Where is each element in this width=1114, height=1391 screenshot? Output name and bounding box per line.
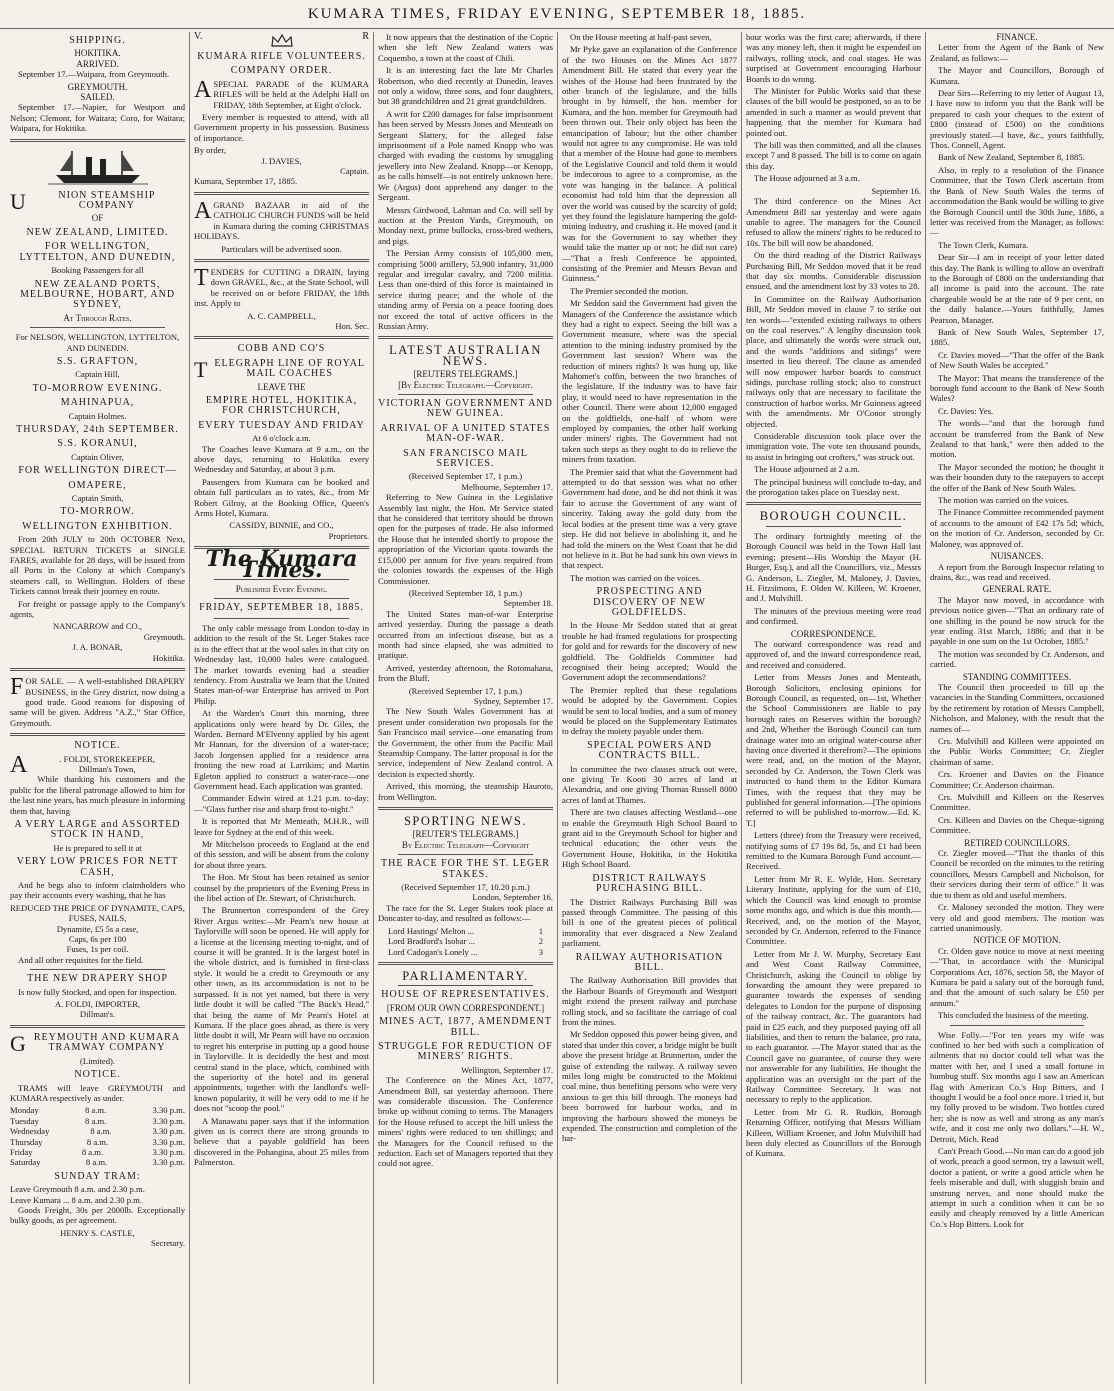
booking-text: Booking Passengers for all — [51, 265, 144, 276]
article-paragraph: Cr. Davies moved—"That the offer of the Bank of New South Wales be accepted." — [930, 349, 1104, 371]
article-paragraph: The Railway Authorisation Bill provides that the Harbour Boards of Greymouth and Westport might extend the present railway and purchase rolling stock, and so facilitate the carriage of coal from the mines. — [562, 975, 737, 1027]
davies-date: Kumara, September 17, 1885. — [194, 176, 298, 187]
castle-role: Secretary. — [150, 1238, 185, 1249]
divider — [30, 969, 165, 970]
article-paragraph: The Town Clerk, Kumara. — [938, 239, 1029, 250]
article-paragraph: Bank of New South Wales, September 17, 1885. — [930, 326, 1104, 348]
parliamentary-heading: PARLIAMENTARY. — [402, 968, 529, 983]
divider — [378, 807, 553, 810]
race-result: Lord Cadogan's Lonely ... 3 — [388, 946, 543, 957]
article-paragraph: The Brunnerton correspondent of the Grey River Argus writes:—Mr Pearn's new house at Taylorville will soon be opened. He will apply for a license at the licensing meeting to-night, and of course it will be granted. It is the largest hotel in the whole district, and is furnished in first-class style. It would be a credit to Greymouth or any other town, as its accommodation is not to be surpassed. It is not yet named, but there is very little doubt it will be called "The Buck's Head," that being the name of Mr Pearn's Hotel at Kumara. If the place goes ahead, as there is very little doubt it will, Mr Pearn will have no occasion to regret his enterprise in putting up a good house in Taylorville. It is decidedly the best and most central stand in the place, which, combined with the superiority of the hotel and its general appointments, together with the landlord's well-known popularity, it will be very odd to me if he does not "scoop the pool." — [194, 905, 369, 1114]
correspondence-heading: CORRESPONDENCE. — [790, 628, 877, 639]
article-paragraph: At the Warden's Court this morning, three applications only were heard by Dr. Giles, the Warden. Bernard M'Elvenny applied by his agent Mr Hannan, for the diversion of a water-race; Jacob Jorgensen applied for a residence area fronting the new road at Larrikins; and Martin Egleton applied to construct a water-race—one Government head. Each application was granted. — [194, 708, 369, 791]
tenders-text: TENDERS for CUTTING a DRAIN, laying down GRAVEL, &c., at the State School, will be received on or before FRIDAY, the 18th inst. Apply to — [194, 264, 369, 309]
standing-committees-heading: STANDING COMMITTEES. — [962, 671, 1072, 682]
article-paragraph: A report from the Borough Inspector relating to drains, &c., was read and received. — [930, 561, 1104, 582]
article-paragraph: In Committee on the Railway Authorisation Bill, Mr Seddon moved in clause 7 to strike out ten words—"extended existing railways to others on the coal reserves." A lengthy discussion took place, and ultimately the words were struck out, and the words "additions and sidings" were inserted in lieu thereof. The clause as amended will now empower harbor boards to construct sidings, purchase rolling stock; also to construct railways only that are necessary to facilitate the construction of harbor works. Mr Guinness agreed with the amendments. Mr O'Conor strongly objected. — [746, 293, 921, 429]
article-paragraph: Also, in reply to a resolution of the Finance Committee, that the Town Clerk ascertain from the Bank of New South Wales the terms of accommodation the Bank would be willing to give the Borough Council until the 30th June, 1886, a letter was received from the Manager, as follows:— — [930, 164, 1104, 238]
article-paragraph: The bill was then committed, and all the clauses except 7 and 8 passed. The bill is to come on again this day. — [746, 140, 922, 171]
bonar-place: Hokitika. — [152, 652, 185, 663]
davies-captain: Captain. — [340, 166, 369, 177]
copyright-line: [By Electric Telegraph.—Copyright. — [398, 379, 533, 390]
coaches-text: The Coaches leave Kumara at 9 a.m., on the above days, returning to Hokitika every Wednesday and Saturday, at about 3 p.m. — [194, 443, 369, 475]
schedule-row: Monday 8 a.m. 3.30 p.m. — [10, 1105, 185, 1116]
low-prices: VERY LOW PRICES FOR NETT CASH, — [16, 856, 179, 878]
parade-text: ASPECIAL PARADE of the KUMARA RIFLES will be held at the Adelphi Hall on FRIDAY, 18th September, at Eight o'clock. — [194, 76, 369, 110]
article-paragraph: The New South Wales Government has at present under consideration two proposals for the San Francisco mail service—one emanating from the Government, the other from the Pacific Mail Steamship Company. The latter proposal is for the service, independent of New Zealand control. A decision is expected shortly. — [378, 706, 553, 779]
article-paragraph: In the House Mr Seddon stated that at great trouble he had framed regulations for prospecting for gold and for rewards for the discovery of new goldfield. The Goldfields Committee had recognised their being accepted; Would the Government adopt the recommendations? — [562, 620, 737, 683]
article-paragraph: The United States man-of-war Enterprise arrived yesterday. During the passage a death occurred from an infectious disease, but as a month had since elapsed, she was admitted to pratique. — [378, 608, 553, 661]
article-paragraph: bour works was the first care; afterwards, if there was any money left, then it might be expended on railways, rolling stock, and coal stages. He was surprised at Government encouraging Harbour Boards to do wrong. — [746, 32, 921, 84]
article-paragraph: Cr. Davies: Yes. — [938, 405, 994, 416]
hon-sec: Hon. Sec. — [335, 320, 369, 331]
article-paragraph: On the House meeting at half-past seven, — [570, 32, 712, 42]
article-paragraph: The motion was carried on the voices. — [570, 572, 702, 583]
empire-hotel: EMPIRE HOTEL, HOKITIKA, FOR CHRISTCHURCH, — [205, 394, 358, 417]
by-order: By order, — [194, 145, 227, 156]
divider — [214, 618, 349, 619]
prepared: He is prepared to sell it at — [53, 842, 142, 853]
foldi-importer: A. FOLDI, IMPORTER, — [54, 999, 141, 1010]
article-paragraph: The Minister for Public Works said that these clauses of the bill would be postponed, so as to be amended in such a manner as would prevent that happening that the member for Kumara had pointed out. — [746, 86, 921, 138]
divider — [950, 1025, 1084, 1026]
special-powers-heading: SPECIAL POWERS AND CONTRACTS BILL. — [587, 739, 712, 762]
article-paragraph: Crs. Killeen and Davies on the Cheque-signing Committee. — [930, 814, 1104, 836]
article-paragraph: Crs. Mulvihill and Killeen on the Reserves Committee. — [930, 792, 1104, 813]
article-paragraph: The motion was carried on the voices. — [938, 495, 1070, 506]
goods-freight: Goods Freight, 30s per 2000lb. Exceptionally bulky goods, as per agreement. — [10, 1204, 185, 1226]
tramway-notice: NOTICE. — [74, 1069, 121, 1081]
article-paragraph: The Council then proceeded to fill up the vacancies in the Standing Committees, occasioned by the retirement by rotation of Messrs Campbell, Nicholson, and Maloney, with the result that the names of— — [930, 681, 1104, 734]
schedule-row: Saturday 8 a.m. 3.30 p.m. — [10, 1157, 185, 1168]
article-paragraph: Messrs Girdwood, Lahman and Co. will sell by auction at the Preston Yards, Greymouth, on Monday next, prime bullocks, cross-bred wethers, and pigs. — [378, 204, 553, 246]
leave-the: LEAVE THE — [257, 381, 306, 392]
divider — [766, 526, 901, 527]
bazaar-text-2: Particulars will be advertised soon. — [221, 243, 342, 254]
divider — [398, 394, 533, 395]
article-paragraph: The Mayor: That means the transference of the borough fund account to the Bank of New South Wales? — [930, 372, 1104, 404]
for-wellington-direct: FOR WELLINGTON DIRECT— — [18, 465, 177, 477]
article-paragraph: It is an interesting fact the late Mr Charles Robertson, who died recently at Dunedin, leaves not only a widow, three sons, and four daughters, but 38 grandchildren and 21 great grandchildren. — [378, 65, 553, 107]
column-2 — [189, 32, 373, 1384]
at-six: At 6 o'clock a.m. — [252, 433, 311, 444]
sunday-tram: SUNDAY TRAM: — [54, 1170, 141, 1182]
article-paragraph: The minutes of the previous meeting were read and confirmed. — [746, 605, 921, 627]
for-nelson: For NELSON, WELLINGTON, LYTTELTON, AND DUNEDIN. — [15, 332, 180, 353]
union-of: OF — [91, 213, 104, 224]
crown-icon — [269, 32, 295, 48]
race-result: Lord Bradford's Isobar ... 2 — [388, 936, 543, 947]
sf-mail-heading: SAN FRANCISCO MAIL SERVICES. — [403, 447, 528, 470]
vr-r: R — [362, 32, 369, 42]
article-paragraph: This concluded the business of the meeting. — [938, 1010, 1089, 1021]
column-3 — [373, 32, 557, 1384]
fuses-price: Fuses, 1s per coil. — [66, 944, 129, 955]
drapery-text: Is now fully Stocked, and open for inspection. — [18, 986, 177, 997]
article-paragraph: Dear Sir—I am in receipt of your letter dated this day. The Bank is willing to allow an overdraft to the Borough of £800 on the understanding that all income is paid into the account. The rate chargeable would be at the rate of 9 per cent, on the daily balance.—Yours faithfully, James Pearson, Manager. — [930, 252, 1104, 325]
received-line: (Received September 17, 10.20 p.m.) — [401, 882, 530, 893]
article-paragraph: The District Railways Purchasing Bill was passed through Committee. The passing of this bill is one of the greatest pieces of political immorality that ever disgraced a New Zealand parliament. — [562, 896, 737, 949]
divider — [194, 192, 369, 195]
dateline: Sydney, September 17. — [473, 695, 553, 706]
through-rates: At Through Rates. — [63, 312, 132, 323]
dateline: Melbourne, September 17. — [461, 481, 553, 492]
article-paragraph: A Manawatu paper says that if the information given us is correct there are strong grounds to believe that a payable goldfield has been discovered in the Pohangina, about 25 miles from Palmerston. — [194, 1115, 369, 1168]
article-paragraph: The outward correspondence was read and approved of, and the inward correspondence read, and received and considered. — [746, 638, 921, 670]
vr-header — [194, 32, 369, 48]
article-paragraph: There are two clauses affecting Westland—one to enable the Greymouth High School Board to grant aid to the Greymouth School for higher and technical education; the other vests the Government House, Hokitika, in the Hokitika High School Board. — [562, 807, 737, 870]
proprietors: Proprietors. — [328, 530, 369, 541]
st-leger-heading: THE RACE FOR THE ST. LEGER STAKES. — [381, 858, 550, 880]
steamship-icon — [48, 147, 148, 187]
cassidy: CASSIDY, BINNIE, and CO., — [229, 520, 334, 531]
article-paragraph: The only cable message from London to-day in addition to the result of the St. Leger Stakes race is to the effect that at the wool sales in that city on Wednesday last, 10,000 bales were catalogued. The market towards evening had a steadier tendency. From Australia we learn that the United States man-of-war Enterprise has arrived in Port Philip. — [194, 622, 369, 706]
article-paragraph: The race for the St. Leger Stakes took place at Doncaster to-day, and resulted as follows:— — [378, 902, 553, 924]
schedule-row: Wednesday 8 a.m. 3.30 p.m. — [10, 1126, 185, 1137]
divider — [194, 336, 369, 339]
tomorrow: TO-MORROW. — [60, 506, 135, 518]
nuisances-heading: NUISANCES. — [990, 551, 1044, 562]
bazaar-text: AGRAND BAZAAR in aid of the CATHOLIC CHURCH FUNDS will be held in Kumara during the coming CHRISTMAS HOLIDAYS. — [194, 197, 369, 242]
article-paragraph: Mr Pyke gave an explanation of the Conference of the two Houses on the Mines Act 1877 Amendment Bill. He stated that every year the wishes of the House had been frustrated by the other branch of the legislature, and the bills brought in by himself, the hon. member for Kumara, and the hon. member for Greymouth had been thrown out. Their only object has been the emancipation of labour; but the other chamber would not agree to any compromise. He was told that a member of the House had gone to members of the Legislative Council and told them it would be indecorous to agree to a compromise, as the vote was hanging in the balance. A political economist had told him that the depression all over the world was caused by the scarcity of gold; yet they found the legislature hampering the gold-mining industry, and crushing it. He moved (and it was for the Government to say whether they would take the matter up or not; he did not care)—"That a fresh Conference be appointed, consisting of the Premier and Messrs Bevan and Guinness." — [562, 44, 737, 284]
article-paragraph: The House adjourned at 2 a.m. — [754, 464, 860, 475]
dateline: September 18. — [503, 598, 553, 609]
railway-authorisation-heading: RAILWAY AUTHORISATION BILL. — [575, 951, 724, 973]
article-paragraph: The principal business will conclude to-day, and the prorogation takes place on Tuesday next. — [746, 476, 921, 498]
article-paragraph: In committee the two clauses struck out were, one giving Te Kooti 30 acres of land at Alexandria, and one giving Thomas Russell 8000 acres of land at Thames. — [562, 763, 737, 805]
article-paragraph: Dear Sirs—Referring to my letter of August 13, I have now to inform you that the Bank will be prepared to cash your cheques to the extent of £800 (instead of £500) on the conditions previously stated.—I have, &c., yours faithfully, Thos. Connell, Agent. — [930, 88, 1104, 151]
trams-text: TRAMS will leave GREYMOUTH and KUMARA respectively as under. — [10, 1082, 185, 1103]
correspondent-line: [FROM OUR OWN CORRESPONDENT.] — [386, 1002, 545, 1013]
article-paragraph: The third conference on the Mines Act Amendment Bill sat yesterday and were again unable to agree. The managers for the Council refused to allow the miners' rights to be reduced to 10s. The bill will now be abandoned. — [746, 196, 921, 248]
article-paragraph: The Hon. Mr Stout has been retained as senior counsel by the proprietors of the Evening Press in the libel action of Dr. Stewart, of Christchurch. — [194, 872, 369, 904]
reduced-heading: REDUCED THE PRICE OF DYNAMITE, CAPS, FUSES, NAILS, — [10, 902, 185, 924]
nz-ports: NEW ZEALAND PORTS, MELBOURNE, HOBART, AND SYDNEY, — [19, 278, 176, 311]
retired-councillors-heading: RETIRED COUNCILLORS. — [964, 837, 1070, 848]
divider — [378, 962, 553, 965]
dateline: FRIDAY, SEPTEMBER 18, 1885. — [199, 602, 364, 614]
requisites-text: And all other requisites for the field. — [18, 954, 144, 965]
tramway-limited: (Limited). — [79, 1055, 116, 1066]
bonar: J. A. BONAR, — [72, 642, 123, 653]
foldi-text: While thanking his customers and the public for the liberal patronage allowed to him for the last nine years, has much pleasure in informing them that, having — [10, 774, 185, 816]
reuters-line: [REUTERS TELEGRAMS.] — [413, 369, 518, 380]
dateline: September 16. — [871, 185, 921, 196]
article-paragraph: The Premier seconded the motion. — [570, 285, 689, 296]
victorian-heading: VICTORIAN GOVERNMENT AND NEW GUINEA. — [378, 398, 553, 420]
arrival-heading: ARRIVAL OF A UNITED STATES MAN-OF-WAR. — [380, 422, 551, 445]
for-sale-ad: FOR SALE. — A well-established DRAPERY BUSINESS, in the Grey district, now doing a good trade. Good reasons for disposing of same will be given. Address "A.Z.," Star Office, Greymouth. — [10, 674, 185, 728]
received-line: (Received September 18, 1 p.m.) — [408, 587, 523, 598]
tomorrow-evening: TO-MORROW EVENING. — [32, 382, 163, 394]
article-paragraph: The Mayor and Councillors, Borough of Kumara. — [930, 65, 1104, 86]
race-result: Lord Hastings' Melton ... 1 — [388, 925, 543, 936]
caps-price: Caps, 6s per 100 — [68, 934, 127, 945]
newspaper-page — [6, 32, 1108, 1384]
district-railways-heading: DISTRICT RAILWAYS PURCHASING BILL. — [592, 872, 707, 895]
divider — [398, 854, 533, 855]
borough-council-heading: BOROUGH COUNCIL. — [759, 509, 908, 524]
sunday-greymouth: Leave Greymouth 8 a.m. and 2.30 p.m. — [10, 1184, 145, 1195]
article-paragraph: Crs. Mulvihill and Killeen were appointed on the Public Works Committee; Cr. Ziegler chairman of same. — [930, 736, 1104, 767]
article-paragraph: Crs. Kroener and Davies on the Finance Committee; Cr. Anderson chairman. — [930, 769, 1104, 790]
article-paragraph: The Persian Army consists of 105,000 men, comprising 5000 artillery, 53,900 infantry, 31,000 regular and irregular cavalry, and 7200 militia. Less than one-third of this force is maintained in service during peace; and the whole of the standing army of Persia on a peace footing does not exceed the total of active officers in the Russian Army. — [378, 248, 553, 331]
divider — [10, 139, 185, 142]
divider — [378, 336, 553, 339]
exhibition-text: From 20th JULY to 20th OCTOBER Next, SPECIAL RETURN TICKETS at SINGLE FARES, available for 28 days, will be issued from all Ports in the Colony at which Company's steamers call, to Wellington. Holders of these Tickets cannot break their journey en route. — [10, 534, 185, 597]
article-paragraph: Letters (three) from the Treasury were received, notifying sums of £7 19s 8d, 5s, and £1 had been remitted to the Kumara Borough Fund account.—Received. — [746, 830, 921, 872]
divider — [30, 327, 165, 328]
union-company-heading: U NION STEAMSHIP COMPANY — [10, 188, 156, 214]
masthead: KUMARA TIMES, FRIDAY EVENING, SEPTEMBER 18, 1885. — [0, 0, 1114, 29]
koranui-captain: Captain Oliver, — [71, 451, 124, 462]
notice-of-motion-heading: NOTICE OF MOTION. — [973, 935, 1061, 946]
arrived-label: ARRIVED. — [76, 58, 119, 69]
general-rate-heading: GENERAL RATE. — [982, 584, 1052, 595]
campbell: A. C. CAMPBELL, — [247, 310, 316, 321]
nancarrow-place: Greymouth. — [143, 631, 185, 642]
published-line: Published Every Evening. — [235, 584, 328, 595]
greymouth-heading: GREYMOUTH. — [67, 81, 128, 92]
every-tuesday: EVERY TUESDAY AND FRIDAY — [198, 419, 365, 431]
article-paragraph: The House adjourned at 3 a.m. — [754, 173, 860, 184]
castle: HENRY S. CASTLE, — [60, 1227, 135, 1238]
freight-text: For freight or passage apply to the Company's agents, — [10, 598, 185, 620]
krv-heading: KUMARA RIFLE VOLUNTEERS. — [197, 51, 366, 62]
article-paragraph: On the third reading of the District Railways Purchasing Bill, Mr Seddon moved that it be read that day six months. Considerable discussion ensued, and the amendment lost by 33 votes to 28. — [746, 250, 921, 292]
sailed-text: September 17.—Napier, for Westport and Nelson; Clemont, for Waitara; Coro, for Waitara; Waipara, for Hokitika. — [10, 102, 185, 134]
dynamite-price: Dynamite, £5 5s a case, — [56, 923, 139, 934]
article-paragraph: Mr Seddon opposed this power being given, and stated that under this cover, a bridge might be built above the present bridge at Brunnerton, under the guise of extending the railway. A railway seven miles long might be constructed to the Mokinui coal mine, thus benefiting persons who were very anxious to get this bill through. The moneys had been borrowed for harbour works, and in improving the harbours showed the moneys be expended. The construction and completion of the har- — [562, 1029, 737, 1144]
parade-text-2: Every member is requested to attend, with all Government property in his possession. Business of importance. — [194, 112, 369, 143]
article-paragraph: The Mayor seconded the motion; he thought it was their bounden duty to the ratepayers to accept the offer of the Bank of New South Wales. — [930, 461, 1104, 493]
notice-heading: NOTICE. — [74, 740, 121, 752]
divider — [214, 598, 349, 599]
latest-australian-heading: LATEST AUSTRALIAN NEWS. — [389, 343, 542, 368]
nancarrow: NANCARROW and CO., — [52, 621, 143, 632]
foldi-importer-sub: Dillman's. — [79, 1009, 116, 1020]
article-paragraph: It is reported that Mr Menteath, M.H.R., will leave for Sydney at the end of this week. — [194, 816, 369, 837]
grafton: S.S. GRAFTON, — [56, 355, 139, 367]
cobb-heading: COBB AND CO'S — [237, 343, 326, 355]
schedule-row: Thursday 8 a.m. 3.30 p.m. — [10, 1136, 185, 1147]
reuters-line: [REUTER'S TELEGRAMS.] — [412, 829, 519, 840]
article-paragraph: The Finance Committee recommended payment of accounts to the amount of £42 17s 5d; which, on the motion of Cr. Anderson, seconded by Cr. Maloney, was approved of. — [930, 507, 1104, 549]
article-paragraph: The ordinary fortnightly meeting of the Borough Council was held in the Town Hall last evening; present—His Worship the Mayor (H. Burger, Esq.), and all the Councillors, viz., Messrs G. Anderson, L. Ziegler, M. Maloney, J. Davies, H. Fitzsimons, F. Olden W. Killeen, W. Kroener, and J. Mulvihill. — [746, 530, 921, 604]
article-paragraph: Can't Preach Good.—No man can do a good job of work, preach a good sermon, try a lawsuit well, doctor a patient, or write a good article when he feels miserable and dull, with sluggish brain and unstrung nerves, and none should make the attempt in such a condition when it can be so easily and cheaply removed by a little American Co.'s Hop Bitters. Look for — [930, 1146, 1104, 1229]
received-line: (Received September 17, 1 p.m.) — [408, 685, 523, 696]
column-6 — [925, 32, 1108, 1384]
article-paragraph: The Conference on the Mines Act, 1877, Amendment Bill, sat yesterday afternoon. There was considerable discussion. The Conference broke up without coming to terms. The Managers for the House refused to accept the bill unless the miners' rights were reduced to ten shillings; and the Managers for the Council refused to the reduction. Each set of Managers reported that they could not agree. — [378, 1075, 553, 1169]
article-paragraph: Wise Folly.—"For ten years my wife was confined to her bed with such a complication of ailments that no doctor could tell what was the matter with her, and I used a small fortune in humbug stuff. Six months ago I saw an American flag with American Co.'s Hop Bitters, and I thought I would be a fool once more. I tried it, but my folly proved to be wisdom. Two bottles cured her; she is now as well and strong as any man's wife, and it cost me only two dollars."—H. W., Detroit, Mich. Read — [930, 1029, 1104, 1144]
article-paragraph: Arrived, yesterday afternoon, the Rotomahana, from the Bluff. — [378, 662, 553, 684]
vr-v: V. — [194, 32, 203, 42]
foldi-heading: A . FOLDI, STOREKEEPER, — [10, 751, 155, 778]
arrived-text: September 17.—Waipara, from Greymouth. — [18, 69, 170, 80]
article-paragraph: Mr Seddon said the Government had given the Managers of the Conference the assistance which they had a right to expect. Seeing the bill was a Government measure, where was the special attention to the mining industry promised by the Government last session? Where was the reduction of miners rights? It was hung up, like Mahomet's coffin, between the two branches of the legislature. If the industry was to have fair play, it would need to have representation in the other Council. There were about 12,000 engaged on the goldfields, one-half of whom were employed by companies, the other half working under miners' rights. The Government had not taken such steps as they ought to do to relieve the miners from taxation. — [562, 298, 737, 465]
article-paragraph: Letter from the Agent of the Bank of New Zealand, as follows:— — [930, 42, 1104, 63]
finance-heading: FINANCE. — [996, 32, 1038, 42]
koranui: S.S. KORANUI, — [57, 438, 138, 450]
struggle-heading: STRUGGLE FOR REDUCTION OF MINERS' RIGHTS. — [378, 1040, 553, 1063]
dateline: London, September 16. — [472, 892, 553, 903]
divider — [10, 1025, 185, 1028]
divider — [10, 668, 185, 671]
mines-act-heading: MINES ACT, 1877, AMENDMENT BILL. — [379, 1016, 552, 1038]
sunday-kumara: Leave Kumara ... 8 a.m. and 2.30 p.m. — [10, 1194, 142, 1205]
article-paragraph: Letter from Messrs Jones and Menteath, Borough Solicitors, enclosing opinions for Borough Council, as requested, on—1st, Whether the School Commissioners are liable to pay borough rates on Reserves within the borough? and 2nd, Whether the Borough Council can turn drainage water into an original water-course after having once diverted it therefrom?—The opinions were read, and, on the motion of the Mayor, seconded by Cr. Anderson, the Town Clerk was instructed to hand them to the Editor Kumara Times, with the request that they may be published for general information.—[The opinions referred to will be published to-morrow.—Ed. K. T.] — [746, 672, 921, 828]
shipping-heading: SHIPPING. — [69, 35, 126, 46]
drapery-shop: THE NEW DRAPERY SHOP — [27, 973, 168, 985]
foldi-sub: Dillman's Town, — [78, 763, 136, 774]
house-heading: HOUSE OF REPRESENTATIVES. — [381, 989, 550, 1001]
union-nz: NEW ZEALAND, LIMITED. — [26, 226, 169, 238]
large-stock: A VERY LARGE and ASSORTED STOCK IN HAND, — [14, 818, 181, 841]
divider — [398, 985, 533, 986]
tramway-heading: GREYMOUTH AND KUMARA TRAMWAY COMPANY — [10, 1030, 181, 1056]
sailed-label: SAILED. — [80, 92, 115, 103]
davies: J. DAVIES, — [261, 155, 302, 166]
article-paragraph: The motion was seconded by Cr. Anderson, and carried. — [930, 648, 1104, 670]
dateline: Wellington, September 17. — [461, 1064, 553, 1075]
divider — [746, 502, 921, 505]
article-paragraph: Bank of New Zealand, September 8, 1885. — [938, 152, 1085, 163]
article-paragraph: The words—"and that the borough fund account be transferred from the Bank of New Zealand to that bank," were then added to the motion. — [930, 418, 1104, 460]
column-4 — [557, 32, 741, 1384]
article-paragraph: A writ for £200 damages for false imprisonment has been served by Messrs Jones and Menteath on Sergeant Slattery, for the alleged false imprisonment of a Pole named Knopp who was charged with evading the customs by smuggling jewellery into New Zealand. Knopp—or Kenopp, as he calls himself—is not entirely unknown here. We (Argus) dont apprehend any danger to the Sergeant. — [378, 108, 553, 203]
divider — [194, 259, 369, 262]
sporting-heading: SPORTING NEWS. — [403, 814, 528, 829]
received-line: (Received September 17, 1 p.m.) — [408, 471, 523, 482]
article-paragraph: Cr. Ziegler moved—"That the thanks of this Council be recorded on the minutes to the retiring councillors, Messrs Campbell and Nicholson, for their services during their term of office." It was due to them as old and useful members. — [930, 848, 1104, 900]
grafton-captain: Captain Hill, — [75, 369, 120, 380]
article-paragraph: Arrived, this morning, the steamship Hauroto, from Wellington. — [378, 781, 553, 802]
column-1 — [6, 32, 189, 1384]
article-paragraph: Letter from Mr G. R. Rudkin, Borough Returning Officer, notifying that Messrs William Killeen, William Kroener, and John Mulvihill had been duly elected as Councillors of the Borough of Kumara. — [746, 1106, 921, 1159]
article-paragraph: Letter from Mr J. W. Murphy, Secretary East and West Coast Railway Committee, Christchurch, asking the Council to oblige by forwarding the amount they were prepared to guarantee towards the expenses of sending delegates to London for the purpose of disposing of the railway contract, &c. The guarantors had paid in £25 each, and they purposed paying off all liabilities, and then to return the balance, pro rata, to each guarantor. —The Mayor stated that as the Council gave no guarantee, of course they were not answerable for any liabilities. He thought the application was an oversight on the part of the Railway Committee Secretary. It was not necessary to reply to the application. — [746, 948, 921, 1105]
article-paragraph: Commander Edwin wired at 1.21 p.m. to-day:—"Glass further rise and sharp frost to-night." — [194, 793, 369, 814]
article-paragraph: Referring to New Guinea in the Legislative Assembly last night, the Hon. Mr Service stated that he considered that territory should be thrown open for the purposes of trade. He also informed the House that he intended shortly to propose the appropriation of the Victorian quota towards the £15,000 per annum for five years required from the colonies towards the expenses of the High Commissioner. — [378, 492, 553, 586]
article-paragraph: Cr. Maloney seconded the motion. They were very old and good members. The motion was carried unanimously. — [930, 902, 1104, 933]
omapere: OMAPERE, — [68, 479, 127, 491]
mahinapua-captain: Captain Holmes. — [68, 410, 127, 421]
article-paragraph: The Premier replied that these regulations would be adopted by the Government. Copies would be sent to local bodies, and a sum of money would be placed on the Supplementary Estimates to defray the moiety payable under them. — [562, 684, 737, 737]
article-paragraph: Mr Mitchelson proceeds to England at the end of this session, and will be absent from the colony for about three years. — [194, 839, 369, 870]
kumara-times-title: The Kumara Times. — [205, 546, 358, 583]
copyright-line: By Electric Telegraph—Copyright — [401, 839, 530, 850]
schedule-row: Friday 8 a.m. 3.30 p.m. — [10, 1146, 185, 1157]
passengers-text: Passengers from Kumara can be booked and obtain full particulars as to rates, &c., from Mr Robert Gilroy, at the Booking Office, Queen's Arms Hotel, Kumara. — [194, 476, 369, 519]
prospecting-heading: PROSPECTING AND DISCOVERY OF NEW GOLDFIELDS. — [593, 586, 706, 618]
divider — [10, 733, 185, 736]
begs-text: And he begs also to inform claimholders who pay their accounts every washing, that he has — [10, 880, 185, 901]
schedule-row: Tuesday 8 a.m. 3.30 p.m. — [10, 1115, 185, 1126]
article-paragraph: The Mayor now moved, in accordance with previous notice given—"That an ordinary rate of one shilling in the pound be now struck for the year ending 31st March, 1886; and that it be payable in one sum on the 1st October, 1885." — [930, 594, 1104, 647]
hokitika-heading: HOKITIKA. — [74, 48, 121, 59]
thursday: THURSDAY, 24th SEPTEMBER. — [16, 423, 179, 435]
article-paragraph: The Premier said that what the Government had attempted to do that session was what no other Government had done, and he did not think it was fair to accuse the Government of any want of sincerity. Taking away the gold duty from the local bodies at the present time was a very grave step. He did not believe in abolishing it, and he had told the miners on the West Coast that he did not believe in it. But he had sunk his own views in that respect. — [562, 466, 737, 571]
telegraph-heading: TELEGRAPH LINE OF ROYAL MAIL COACHES — [194, 356, 366, 382]
for-wellington: FOR WELLINGTON, LYTTELTON, AND DUNEDIN, — [19, 241, 176, 263]
company-order: COMPANY ORDER. — [230, 65, 333, 77]
article-paragraph: Cr. Olden gave notice to move at next meeting—"That, in accordance with the Municipal Corporations Act, 1876, section 58, the Mayor of Kumara be paid a salary out of the borough fund, and that the amount of such salary be £50 per annum." — [930, 945, 1104, 1008]
mahinapua: MAHINAPUA, — [60, 397, 135, 409]
column-5 — [741, 32, 925, 1384]
omapere-captain: Captain Smith, — [71, 493, 124, 503]
article-paragraph: It now appears that the destination of the Coptic when she left New Zealand waters was Coquembo, a town at the coast of Chili. — [378, 32, 553, 63]
article-paragraph: Letter from Mr R. E. Wylde, Hon. Secretary Literary Institute, applying for the sum of £10, which the Council was kind enough to promise some months ago, and which is due this month.—Received, and, on the motion of the Mayor, seconded by Cr. Anderson, referred to the Finance Committee. — [746, 873, 921, 947]
exhibition-heading: WELLINGTON EXHIBITION. — [22, 520, 173, 532]
article-paragraph: Considerable discussion took place over the immigration vote. The vote ten thousand pounds, to assist in bringing out crofters," was struck out. — [746, 431, 921, 462]
